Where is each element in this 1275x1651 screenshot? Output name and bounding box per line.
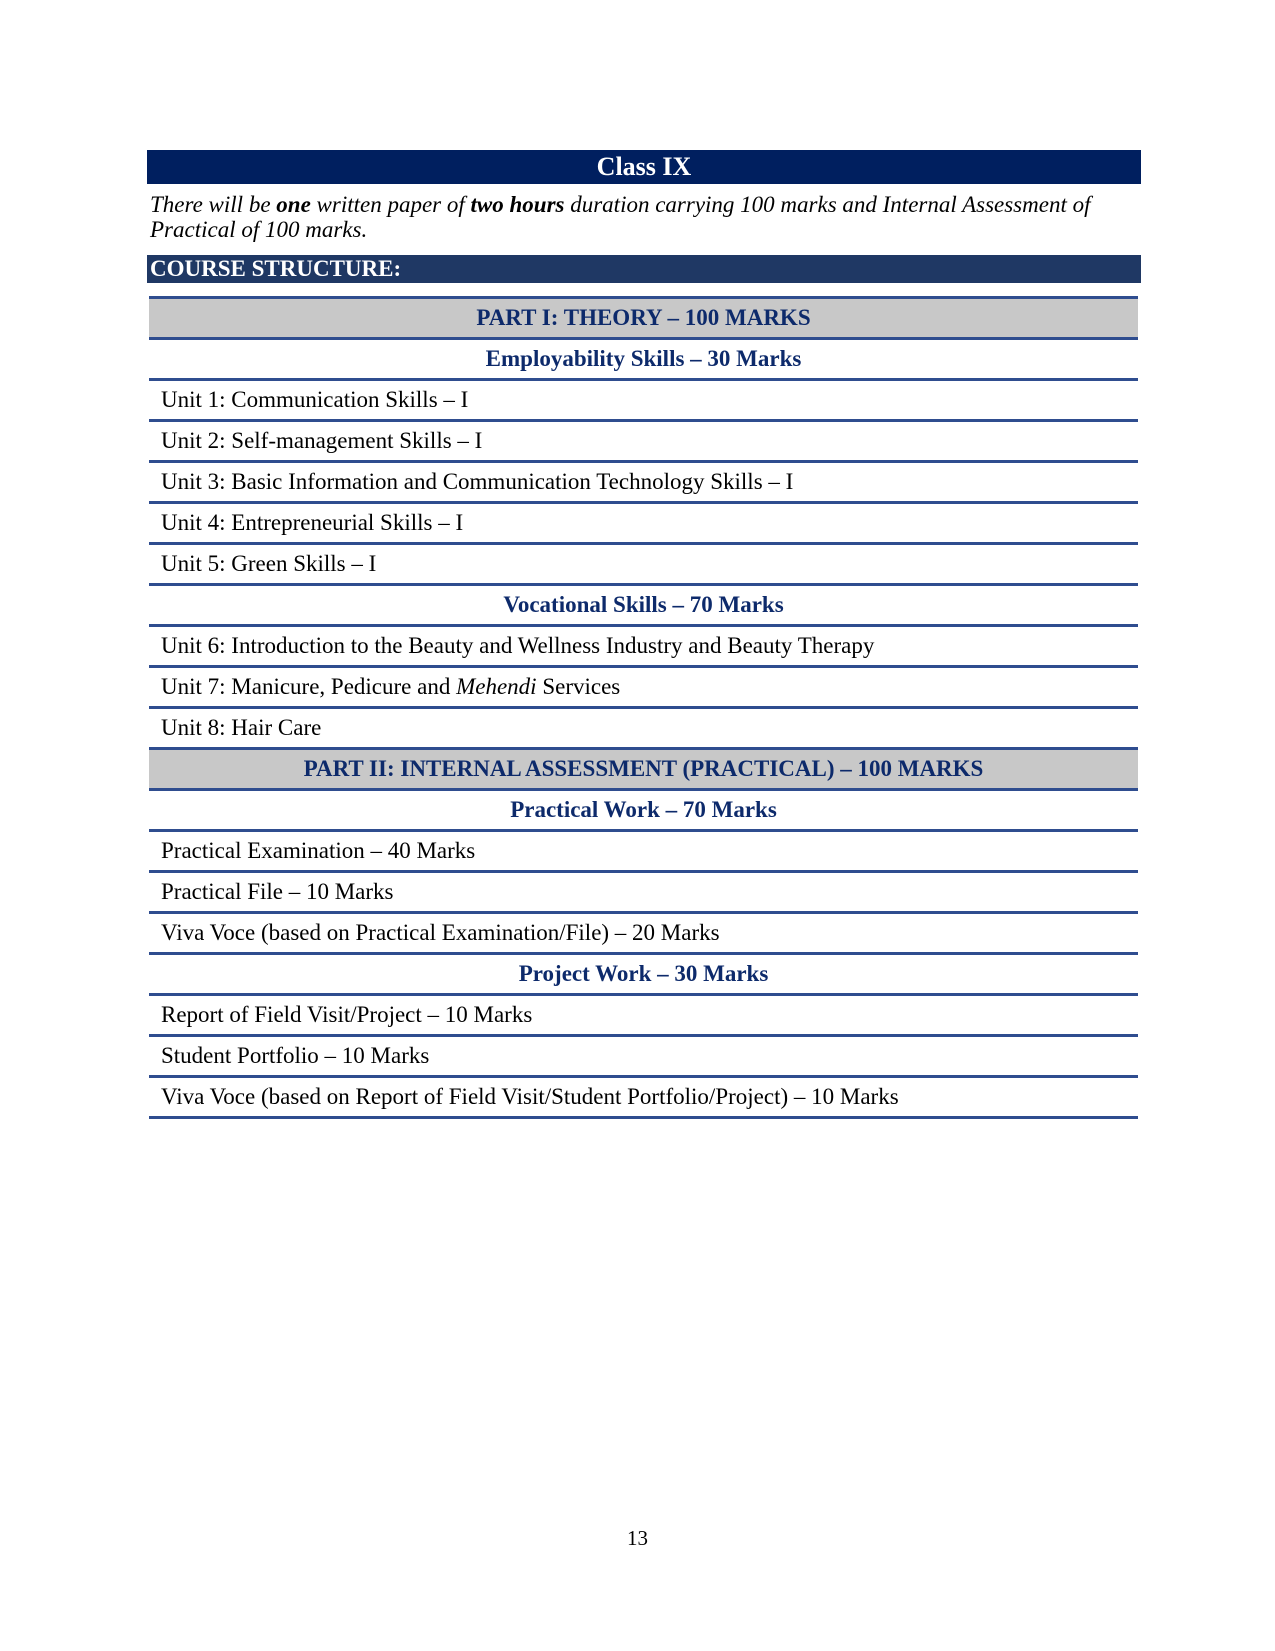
vocational-skills-heading: Vocational Skills – 70 Marks — [149, 586, 1138, 627]
project-work-heading: Project Work – 30 Marks — [149, 955, 1138, 996]
practical-work-heading: Practical Work – 70 Marks — [149, 791, 1138, 832]
table-row: Practical Examination – 40 Marks — [149, 832, 1138, 873]
table-row: Unit 8: Hair Care — [149, 709, 1138, 750]
table-row: Student Portfolio – 10 Marks — [149, 1037, 1138, 1078]
employability-skills-heading: Employability Skills – 30 Marks — [149, 340, 1138, 381]
unit-7-text-a: Unit 7: Manicure, Pedicure and — [161, 674, 457, 699]
intro-bold-two-hours: two hours — [470, 192, 565, 217]
course-structure-heading: COURSE STRUCTURE: — [147, 255, 1141, 283]
intro-bold-one: one — [276, 192, 311, 217]
intro-text-2: written paper of — [310, 192, 471, 217]
table-row: Unit 4: Entrepreneurial Skills – I — [149, 504, 1138, 545]
intro-text-3: duration carrying 100 marks and Internal Assessment of Practical of 100 marks. — [150, 192, 1091, 242]
table-row: Unit 5: Green Skills – I — [149, 545, 1138, 586]
table-row: Report of Field Visit/Project – 10 Marks — [149, 996, 1138, 1037]
table-row: Viva Voce (based on Report of Field Visit/Student Portfolio/Project) – 10 Marks — [149, 1078, 1138, 1119]
course-structure-table — [149, 296, 1138, 1119]
table-row: Unit 1: Communication Skills – I — [149, 381, 1138, 422]
unit-7-text-b: Services — [536, 674, 621, 699]
table-row: Unit 2: Self-management Skills – I — [149, 422, 1138, 463]
table-row — [149, 668, 1138, 709]
part-1-heading: PART I: THEORY – 100 MARKS — [149, 299, 1138, 340]
intro-text-1: There will be — [150, 192, 277, 217]
table-row: Unit 3: Basic Information and Communication Technology Skills – I — [149, 463, 1138, 504]
table-row: Unit 6: Introduction to the Beauty and Wellness Industry and Beauty Therapy — [149, 627, 1138, 668]
unit-7-italic: Mehendi — [456, 674, 537, 699]
intro-paragraph — [147, 192, 1141, 242]
table-row: Viva Voce (based on Practical Examination/File) – 20 Marks — [149, 914, 1138, 955]
page-number: 13 — [627, 1526, 648, 1550]
class-title: Class IX — [147, 150, 1141, 184]
document-page — [147, 150, 1141, 1119]
table-row: Practical File – 10 Marks — [149, 873, 1138, 914]
part-2-heading: PART II: INTERNAL ASSESSMENT (PRACTICAL) – 100 MARKS — [149, 750, 1138, 791]
